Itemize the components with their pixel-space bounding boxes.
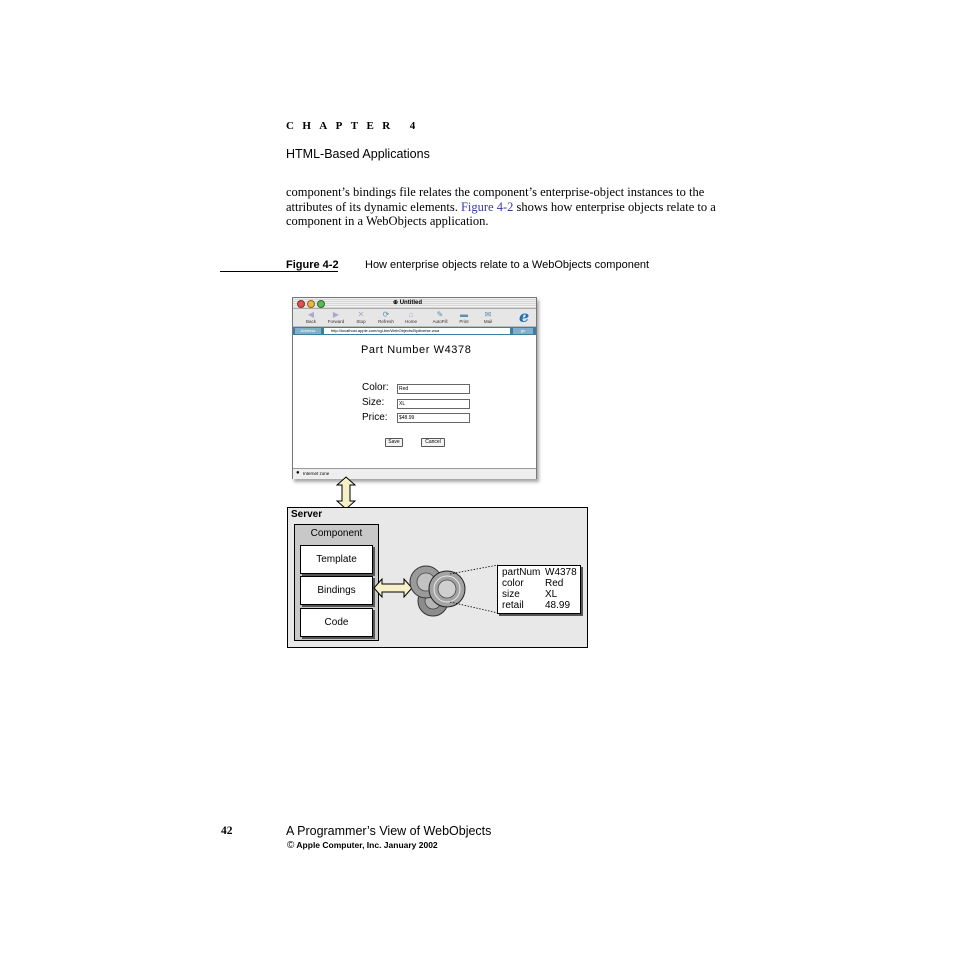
window-title <box>393 299 422 306</box>
zone-globe-icon: ● <box>296 470 300 476</box>
back-label: Back <box>305 319 316 324</box>
figure-link[interactable]: Figure 4-2 <box>460 199 514 214</box>
figure-label: Figure 4-2 <box>286 259 339 271</box>
price-input[interactable]: $48.99 <box>397 413 470 423</box>
copyright-icon: © <box>287 840 295 851</box>
refresh-button[interactable] <box>374 310 398 325</box>
go-button[interactable]: go <box>513 328 533 334</box>
attr-key-color: color <box>502 578 524 589</box>
cancel-button[interactable]: Cancel <box>421 438 445 447</box>
vertical-double-arrow <box>336 476 356 510</box>
autofill-pen-icon: ✎ <box>436 310 444 319</box>
back-arrow-icon: ◀ <box>307 310 315 319</box>
printer-icon: ▬ <box>460 310 468 319</box>
home-label: Home <box>404 319 417 324</box>
minimize-button[interactable] <box>307 300 315 308</box>
print-button[interactable] <box>452 310 476 325</box>
address-input[interactable]: http://localhost.apple.com/cgi-bin/WebObjects/Bydiverse.woa <box>324 328 510 334</box>
stop-button[interactable] <box>349 310 373 325</box>
mail-label: Mail <box>483 319 493 324</box>
size-input[interactable]: XL <box>397 399 470 409</box>
bindings-box: Bindings <box>300 576 373 605</box>
globe-icon: ⊕ <box>393 300 399 306</box>
title-bar <box>293 298 536 309</box>
home-icon: ⌂ <box>408 310 414 319</box>
chapter-heading: CHAPTER 4 <box>286 120 424 132</box>
save-button[interactable]: Save <box>385 438 403 447</box>
page-number: 42 <box>221 825 233 837</box>
browser-logo-icon: e <box>519 307 530 326</box>
figure-caption: How enterprise objects relate to a WebObjects component <box>365 259 650 271</box>
price-label: Price: <box>362 412 388 423</box>
attr-key-size: size <box>502 589 520 600</box>
code-box: Code <box>300 608 373 637</box>
stop-label: Stop <box>356 319 366 324</box>
connector-lines <box>446 562 500 616</box>
component-box <box>294 524 379 641</box>
chapter-title: HTML-Based Applications <box>286 147 430 161</box>
attr-value-color: Red <box>545 578 564 589</box>
mail-button[interactable] <box>476 310 500 325</box>
print-label: Print <box>459 319 469 324</box>
attr-value-size: XL <box>545 589 558 600</box>
browser-toolbar <box>293 309 536 327</box>
forward-button[interactable] <box>324 310 348 325</box>
autofill-button[interactable] <box>428 310 452 325</box>
size-label: Size: <box>362 397 385 408</box>
attr-value-retail: 48.99 <box>545 600 571 611</box>
server-label: Server <box>291 509 323 520</box>
window-title-text: Untitled <box>399 300 423 306</box>
refresh-icon: ⟳ <box>382 310 390 319</box>
part-number-heading: Part Number W4378 <box>361 344 472 356</box>
color-label: Color: <box>362 382 389 393</box>
close-button[interactable] <box>297 300 305 308</box>
mail-envelope-icon: ✉ <box>484 310 492 319</box>
attr-key-retail: retail <box>502 600 524 611</box>
paragraph-text-after: shows how enterprise objects relate to a component in a WebObjects application. <box>286 199 716 229</box>
component-label: Component <box>310 528 363 539</box>
attribute-table <box>497 565 581 614</box>
attr-value-partnum: W4378 <box>545 567 577 578</box>
attr-key-partnum: partNum <box>502 567 541 578</box>
browser-window <box>292 297 537 479</box>
status-bar <box>293 468 536 479</box>
status-text: Internet zone <box>303 471 330 476</box>
color-input[interactable]: Red <box>397 384 470 394</box>
copyright-line <box>287 840 438 851</box>
forward-label: Forward <box>327 319 345 324</box>
home-button[interactable] <box>399 310 423 325</box>
template-box: Template <box>300 545 373 574</box>
body-paragraph <box>286 185 731 229</box>
address-label: Address <box>295 328 321 334</box>
figure-rule <box>220 271 338 272</box>
refresh-label: Refresh <box>378 319 394 324</box>
copyright-text: Apple Computer, Inc. January 2002 <box>296 840 438 850</box>
stop-x-icon: ✕ <box>357 310 365 319</box>
autofill-label: AutoFill <box>432 319 448 324</box>
paragraph-text-before: component’s bindings file relates the component’s enterprise-object instances to the attributes of its dynamic elements. <box>286 185 705 214</box>
zoom-button[interactable] <box>317 300 325 308</box>
forward-arrow-icon: ▶ <box>332 310 340 319</box>
address-bar <box>293 327 536 335</box>
footer-title: A Programmer’s View of WebObjects <box>286 824 492 838</box>
back-button[interactable] <box>299 310 323 325</box>
